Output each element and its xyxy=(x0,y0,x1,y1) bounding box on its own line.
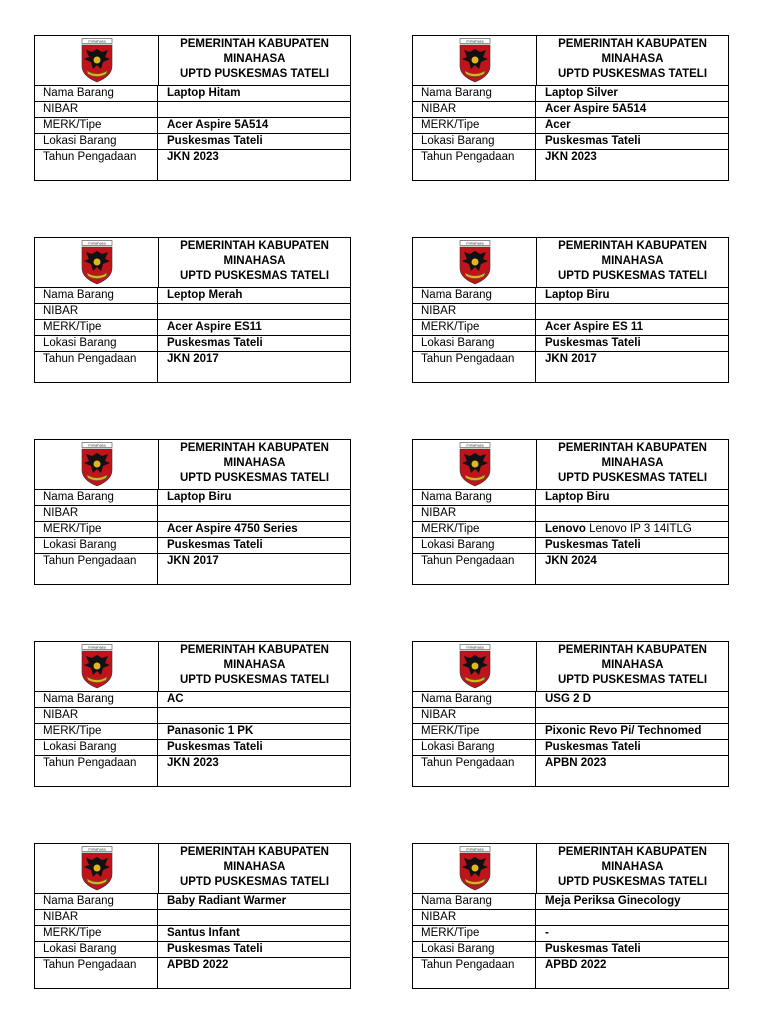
value-merk-main: Panasonic 1 PK xyxy=(167,725,254,737)
title-line-3: UPTD PUSKESMAS TATELI xyxy=(557,674,708,686)
card-header xyxy=(35,844,350,894)
asset-label-card xyxy=(34,641,351,787)
value-merk-main: - xyxy=(545,927,549,939)
card-header xyxy=(413,36,728,86)
value-nama-barang: Baby Radiant Warmer xyxy=(167,895,287,907)
title-line-2: MINAHASA xyxy=(601,255,664,267)
asset-label-card xyxy=(34,237,351,383)
logo-cell xyxy=(413,844,537,893)
row-tahun-pengadaan xyxy=(35,756,350,786)
value-merk-tipe xyxy=(158,724,350,739)
value-merk-main: Acer xyxy=(545,119,571,131)
value-nama-barang: Laptop Biru xyxy=(545,491,610,503)
value-tahun-pengadaan: JKN 2017 xyxy=(545,353,597,365)
label-lokasi-barang: Lokasi Barang xyxy=(35,740,158,755)
row-merk-tipe xyxy=(413,320,728,336)
logo-cell xyxy=(413,440,537,489)
row-lokasi-barang xyxy=(413,538,728,554)
value-merk-main: Acer Aspire ES 11 xyxy=(545,321,644,333)
value-merk-main: Acer Aspire 5A514 xyxy=(167,119,269,131)
title-line-3: UPTD PUSKESMAS TATELI xyxy=(557,68,708,80)
value-merk-main: Acer Aspire ES11 xyxy=(167,321,262,333)
row-nama-barang xyxy=(413,288,728,304)
row-merk-tipe xyxy=(413,118,728,134)
logo-cell xyxy=(413,642,537,691)
label-nibar: NIBAR xyxy=(413,708,536,723)
row-lokasi-barang xyxy=(413,942,728,958)
label-tahun-pengadaan: Tahun Pengadaan xyxy=(413,150,536,180)
title-line-2: MINAHASA xyxy=(223,255,286,267)
label-nama-barang: Nama Barang xyxy=(35,894,158,909)
asset-label-card xyxy=(412,35,729,181)
value-lokasi-barang: Puskesmas Tateli xyxy=(167,539,263,551)
title-line-2: MINAHASA xyxy=(223,457,286,469)
card-title xyxy=(537,642,728,691)
minahasa-logo xyxy=(78,240,116,285)
card-title xyxy=(537,440,728,489)
title-line-3: UPTD PUSKESMAS TATELI xyxy=(557,876,708,888)
value-nibar xyxy=(158,304,350,319)
value-lokasi-barang: Puskesmas Tateli xyxy=(545,337,641,349)
card-header xyxy=(35,238,350,288)
logo-emblem xyxy=(471,663,478,670)
value-nibar xyxy=(158,102,350,117)
row-nama-barang xyxy=(35,894,350,910)
row-nibar xyxy=(413,708,728,724)
row-tahun-pengadaan xyxy=(35,554,350,584)
label-tahun-pengadaan: Tahun Pengadaan xyxy=(35,352,158,382)
label-nibar: NIBAR xyxy=(35,708,158,723)
title-line-1: PEMERINTAH KABUPATEN xyxy=(558,442,707,454)
label-tahun-pengadaan: Tahun Pengadaan xyxy=(35,554,158,584)
label-nama-barang: Nama Barang xyxy=(35,692,158,707)
value-merk-tipe xyxy=(536,118,728,133)
row-nama-barang xyxy=(35,288,350,304)
label-nama-barang: Nama Barang xyxy=(35,86,158,101)
title-line-1: PEMERINTAH KABUPATEN xyxy=(180,846,329,858)
row-nama-barang xyxy=(413,692,728,708)
label-merk-tipe: MERK/Tipe xyxy=(413,724,536,739)
value-tahun-pengadaan: JKN 2023 xyxy=(167,757,219,769)
row-tahun-pengadaan xyxy=(413,756,728,786)
minahasa-logo xyxy=(456,644,494,689)
title-line-3: UPTD PUSKESMAS TATELI xyxy=(179,674,330,686)
asset-label-card xyxy=(34,843,351,989)
card-title xyxy=(159,642,350,691)
value-lokasi-barang: Puskesmas Tateli xyxy=(167,943,263,955)
logo-emblem xyxy=(471,259,478,266)
row-lokasi-barang xyxy=(413,740,728,756)
row-merk-tipe xyxy=(413,522,728,538)
label-merk-tipe: MERK/Tipe xyxy=(35,926,158,941)
value-lokasi-barang: Puskesmas Tateli xyxy=(545,135,641,147)
row-nama-barang xyxy=(413,86,728,102)
logo-caption: minahasa xyxy=(465,241,484,246)
row-tahun-pengadaan xyxy=(413,554,728,584)
asset-label-card xyxy=(34,35,351,181)
title-line-3: UPTD PUSKESMAS TATELI xyxy=(179,472,330,484)
label-lokasi-barang: Lokasi Barang xyxy=(413,740,536,755)
label-lokasi-barang: Lokasi Barang xyxy=(35,336,158,351)
title-line-3: UPTD PUSKESMAS TATELI xyxy=(179,68,330,80)
label-lokasi-barang: Lokasi Barang xyxy=(413,134,536,149)
value-merk-main: Santus Infant xyxy=(167,927,240,939)
row-lokasi-barang xyxy=(413,336,728,352)
row-tahun-pengadaan xyxy=(413,352,728,382)
title-line-3: UPTD PUSKESMAS TATELI xyxy=(557,472,708,484)
row-lokasi-barang xyxy=(35,740,350,756)
logo-caption: minahasa xyxy=(465,39,484,44)
label-tahun-pengadaan: Tahun Pengadaan xyxy=(413,756,536,786)
label-merk-tipe: MERK/Tipe xyxy=(413,118,536,133)
value-nibar xyxy=(536,708,728,723)
title-line-1: PEMERINTAH KABUPATEN xyxy=(180,38,329,50)
label-lokasi-barang: Lokasi Barang xyxy=(413,538,536,553)
title-line-3: UPTD PUSKESMAS TATELI xyxy=(179,270,330,282)
logo-emblem xyxy=(93,663,100,670)
value-merk-main: Pixonic Revo Pi/ Technomed xyxy=(545,725,702,737)
card-header xyxy=(413,440,728,490)
label-lokasi-barang: Lokasi Barang xyxy=(413,942,536,957)
value-merk-tipe xyxy=(158,118,350,133)
value-nibar xyxy=(158,506,350,521)
logo-emblem xyxy=(471,865,478,872)
label-nibar: NIBAR xyxy=(413,304,536,319)
value-lokasi-barang: Puskesmas Tateli xyxy=(545,741,641,753)
logo-emblem xyxy=(471,461,478,468)
value-nama-barang: Laptop Biru xyxy=(167,491,232,503)
title-line-1: PEMERINTAH KABUPATEN xyxy=(180,644,329,656)
asset-label-card xyxy=(412,641,729,787)
label-nibar: NIBAR xyxy=(413,910,536,925)
row-merk-tipe xyxy=(413,724,728,740)
label-merk-tipe: MERK/Tipe xyxy=(35,118,158,133)
row-tahun-pengadaan xyxy=(413,150,728,180)
row-nibar xyxy=(413,304,728,320)
label-merk-tipe: MERK/Tipe xyxy=(35,724,158,739)
card-header xyxy=(35,440,350,490)
value-lokasi-barang: Puskesmas Tateli xyxy=(167,337,263,349)
logo-caption: minahasa xyxy=(465,443,484,448)
minahasa-logo xyxy=(78,38,116,83)
label-merk-tipe: MERK/Tipe xyxy=(35,320,158,335)
title-line-1: PEMERINTAH KABUPATEN xyxy=(558,38,707,50)
value-nibar xyxy=(158,708,350,723)
label-nibar: NIBAR xyxy=(413,506,536,521)
title-line-1: PEMERINTAH KABUPATEN xyxy=(558,240,707,252)
row-nibar xyxy=(413,506,728,522)
label-lokasi-barang: Lokasi Barang xyxy=(413,336,536,351)
label-merk-tipe: MERK/Tipe xyxy=(413,522,536,537)
value-merk-tipe xyxy=(158,320,350,335)
value-merk-extra: Lenovo IP 3 14ITLG xyxy=(585,523,692,535)
card-title xyxy=(159,440,350,489)
title-line-1: PEMERINTAH KABUPATEN xyxy=(558,846,707,858)
value-nama-barang: Laptop Hitam xyxy=(167,87,241,99)
card-title xyxy=(159,36,350,85)
logo-caption: minahasa xyxy=(465,847,484,852)
value-tahun-pengadaan: APBN 2023 xyxy=(545,757,607,769)
label-nama-barang: Nama Barang xyxy=(413,692,536,707)
label-nibar: NIBAR xyxy=(35,910,158,925)
label-lokasi-barang: Lokasi Barang xyxy=(35,538,158,553)
row-nama-barang xyxy=(413,490,728,506)
label-nama-barang: Nama Barang xyxy=(413,894,536,909)
card-title xyxy=(537,238,728,287)
row-nama-barang xyxy=(35,692,350,708)
value-merk-main: Lenovo xyxy=(545,523,586,535)
value-tahun-pengadaan: JKN 2017 xyxy=(167,555,219,567)
minahasa-logo xyxy=(456,38,494,83)
logo-caption: minahasa xyxy=(87,443,106,448)
card-header xyxy=(413,238,728,288)
row-nibar xyxy=(35,910,350,926)
label-merk-tipe: MERK/Tipe xyxy=(413,926,536,941)
title-line-2: MINAHASA xyxy=(601,457,664,469)
row-nibar xyxy=(413,102,728,118)
row-nama-barang xyxy=(413,894,728,910)
card-header xyxy=(35,642,350,692)
label-nama-barang: Nama Barang xyxy=(35,288,158,303)
card-title xyxy=(159,238,350,287)
value-lokasi-barang: Puskesmas Tateli xyxy=(545,539,641,551)
value-lokasi-barang: Puskesmas Tateli xyxy=(545,943,641,955)
row-lokasi-barang xyxy=(413,134,728,150)
row-nibar xyxy=(35,304,350,320)
row-lokasi-barang xyxy=(35,336,350,352)
title-line-2: MINAHASA xyxy=(223,53,286,65)
title-line-3: UPTD PUSKESMAS TATELI xyxy=(179,876,330,888)
label-tahun-pengadaan: Tahun Pengadaan xyxy=(35,150,158,180)
logo-cell xyxy=(35,642,159,691)
value-merk-tipe xyxy=(536,724,728,739)
value-nibar xyxy=(536,304,728,319)
row-merk-tipe xyxy=(35,118,350,134)
value-nama-barang: USG 2 D xyxy=(545,693,592,705)
minahasa-logo xyxy=(78,442,116,487)
logo-cell xyxy=(413,238,537,287)
value-merk-main: Acer Aspire 4750 Series xyxy=(167,523,298,535)
row-nibar xyxy=(35,102,350,118)
logo-emblem xyxy=(471,57,478,64)
row-merk-tipe xyxy=(35,320,350,336)
label-nama-barang: Nama Barang xyxy=(413,288,536,303)
minahasa-logo xyxy=(456,240,494,285)
row-tahun-pengadaan xyxy=(413,958,728,988)
value-tahun-pengadaan: APBD 2022 xyxy=(545,959,607,971)
logo-emblem xyxy=(93,461,100,468)
label-nama-barang: Nama Barang xyxy=(413,490,536,505)
logo-emblem xyxy=(93,865,100,872)
row-lokasi-barang xyxy=(35,942,350,958)
label-lokasi-barang: Lokasi Barang xyxy=(35,942,158,957)
row-merk-tipe xyxy=(413,926,728,942)
row-merk-tipe xyxy=(35,522,350,538)
label-tahun-pengadaan: Tahun Pengadaan xyxy=(413,958,536,988)
title-line-2: MINAHASA xyxy=(223,861,286,873)
asset-label-card xyxy=(412,843,729,989)
card-title xyxy=(537,36,728,85)
value-tahun-pengadaan: APBD 2022 xyxy=(167,959,229,971)
minahasa-logo xyxy=(78,846,116,891)
row-nibar xyxy=(35,708,350,724)
value-nibar: Acer Aspire 5A514 xyxy=(545,103,647,115)
label-nibar: NIBAR xyxy=(35,102,158,117)
title-line-1: PEMERINTAH KABUPATEN xyxy=(558,644,707,656)
value-nibar xyxy=(536,506,728,521)
card-header xyxy=(413,642,728,692)
value-nama-barang: Laptop Biru xyxy=(545,289,610,301)
logo-caption: minahasa xyxy=(87,241,106,246)
value-nibar xyxy=(536,910,728,925)
label-tahun-pengadaan: Tahun Pengadaan xyxy=(35,756,158,786)
value-nibar xyxy=(158,910,350,925)
row-nama-barang xyxy=(35,490,350,506)
value-tahun-pengadaan: JKN 2023 xyxy=(167,151,219,163)
value-merk-tipe xyxy=(536,320,728,335)
logo-caption: minahasa xyxy=(465,645,484,650)
title-line-3: UPTD PUSKESMAS TATELI xyxy=(557,270,708,282)
asset-label-card xyxy=(34,439,351,585)
logo-emblem xyxy=(93,259,100,266)
value-lokasi-barang: Puskesmas Tateli xyxy=(167,135,263,147)
row-nibar xyxy=(413,910,728,926)
value-tahun-pengadaan: JKN 2024 xyxy=(545,555,597,567)
row-tahun-pengadaan xyxy=(35,352,350,382)
minahasa-logo xyxy=(78,644,116,689)
value-nama-barang: AC xyxy=(167,693,184,705)
label-nibar: NIBAR xyxy=(35,506,158,521)
row-lokasi-barang xyxy=(35,134,350,150)
row-merk-tipe xyxy=(35,926,350,942)
row-lokasi-barang xyxy=(35,538,350,554)
logo-cell xyxy=(35,238,159,287)
title-line-2: MINAHASA xyxy=(601,861,664,873)
logo-cell xyxy=(35,36,159,85)
value-merk-tipe xyxy=(536,522,728,537)
value-merk-tipe xyxy=(158,522,350,537)
card-header xyxy=(35,36,350,86)
label-nibar: NIBAR xyxy=(35,304,158,319)
minahasa-logo xyxy=(456,442,494,487)
logo-emblem xyxy=(93,57,100,64)
row-nibar xyxy=(35,506,350,522)
row-tahun-pengadaan xyxy=(35,958,350,988)
label-nama-barang: Nama Barang xyxy=(35,490,158,505)
logo-caption: minahasa xyxy=(87,847,106,852)
row-nama-barang xyxy=(35,86,350,102)
title-line-2: MINAHASA xyxy=(601,659,664,671)
value-tahun-pengadaan: JKN 2017 xyxy=(167,353,219,365)
label-nibar: NIBAR xyxy=(413,102,536,117)
value-nama-barang: Leptop Merah xyxy=(167,289,243,301)
card-header xyxy=(413,844,728,894)
card-title xyxy=(159,844,350,893)
label-tahun-pengadaan: Tahun Pengadaan xyxy=(35,958,158,988)
value-merk-tipe xyxy=(158,926,350,941)
title-line-2: MINAHASA xyxy=(601,53,664,65)
value-lokasi-barang: Puskesmas Tateli xyxy=(167,741,263,753)
value-nama-barang: Meja Periksa Ginecology xyxy=(545,895,681,907)
minahasa-logo xyxy=(456,846,494,891)
logo-caption: minahasa xyxy=(87,39,106,44)
asset-label-card xyxy=(412,237,729,383)
value-merk-tipe xyxy=(536,926,728,941)
value-nama-barang: Laptop Silver xyxy=(545,87,618,99)
logo-cell xyxy=(413,36,537,85)
label-tahun-pengadaan: Tahun Pengadaan xyxy=(413,352,536,382)
asset-label-card xyxy=(412,439,729,585)
logo-cell xyxy=(35,440,159,489)
label-merk-tipe: MERK/Tipe xyxy=(413,320,536,335)
logo-cell xyxy=(35,844,159,893)
label-nama-barang: Nama Barang xyxy=(413,86,536,101)
label-lokasi-barang: Lokasi Barang xyxy=(35,134,158,149)
label-merk-tipe: MERK/Tipe xyxy=(35,522,158,537)
title-line-1: PEMERINTAH KABUPATEN xyxy=(180,442,329,454)
logo-caption: minahasa xyxy=(87,645,106,650)
title-line-1: PEMERINTAH KABUPATEN xyxy=(180,240,329,252)
title-line-2: MINAHASA xyxy=(223,659,286,671)
label-tahun-pengadaan: Tahun Pengadaan xyxy=(413,554,536,584)
row-merk-tipe xyxy=(35,724,350,740)
value-tahun-pengadaan: JKN 2023 xyxy=(545,151,597,163)
card-title xyxy=(537,844,728,893)
row-tahun-pengadaan xyxy=(35,150,350,180)
